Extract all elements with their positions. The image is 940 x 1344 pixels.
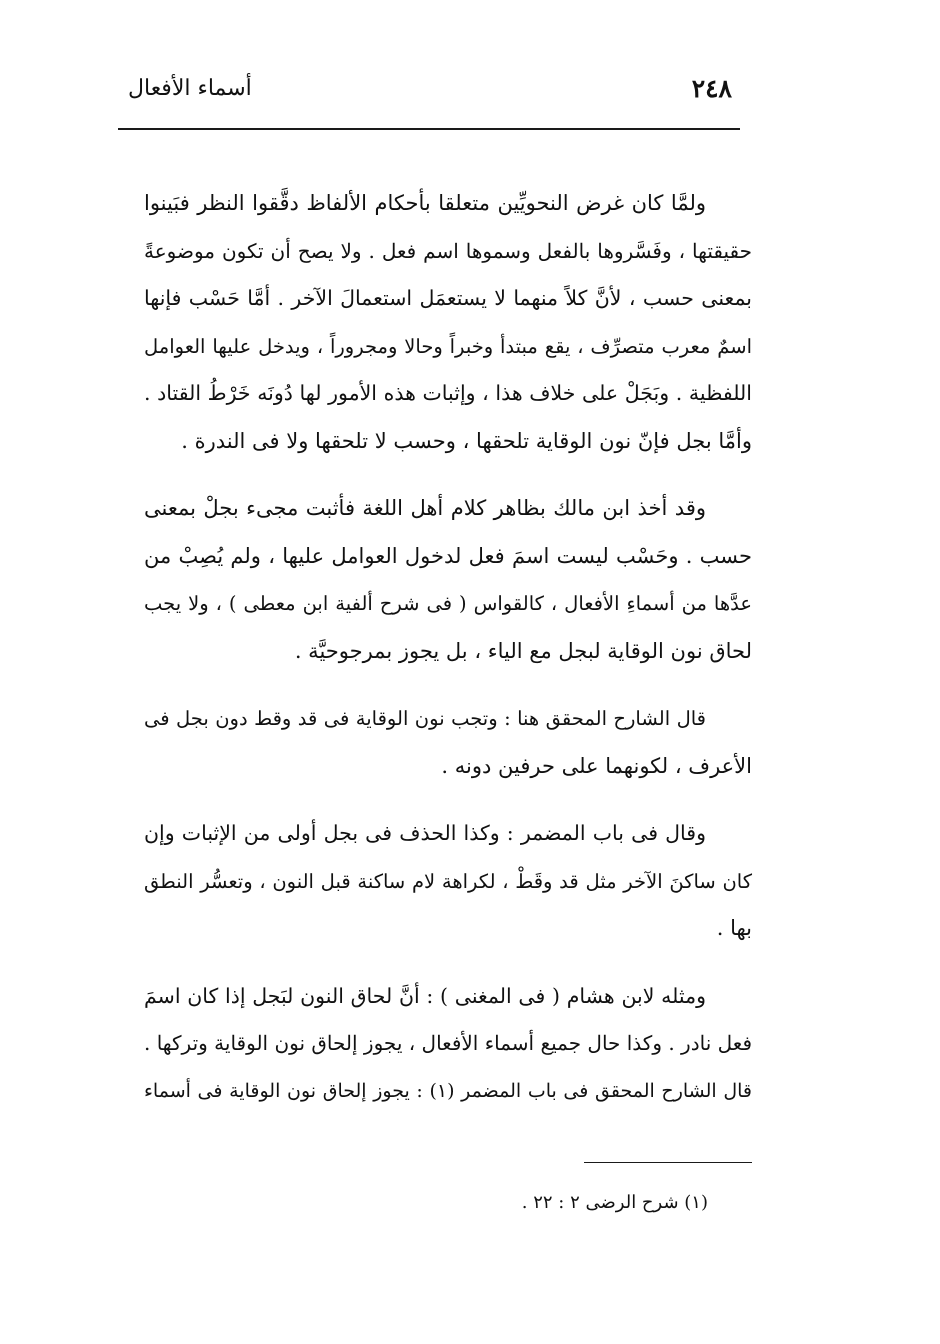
footnote-rule bbox=[584, 1162, 752, 1163]
text-line: فعل نادر . وكذا حال جميع أسماء الأفعال ، يجوز إلحاق نون الوقاية وتركها . bbox=[144, 1031, 752, 1055]
text-line: لحاق نون الوقاية لبجل مع الياء ، بل يجوز بمرجوحيَّة . bbox=[294, 638, 752, 663]
text-line: ومثله لابن هشام ( فى المغنى ) : أنَّ لحاق النون لبَجل إذا كان اسمَ bbox=[144, 983, 706, 1008]
text-line: الأعرف ، لكونهما على حرفين دونه . bbox=[441, 753, 752, 778]
text-line: بها . bbox=[716, 916, 752, 940]
text-line: قال الشارح المحقق فى باب المضمر (١) : يجوز إلحاق نون الوقاية فى أسماء bbox=[144, 1079, 752, 1102]
paragraph bbox=[144, 810, 752, 953]
text-line: حقيقتها ، وفَسَّروها بالفعل وسموها اسم فعل . ولا يصح أن تكون موضوعةً bbox=[144, 238, 752, 263]
text-line: اللفظية . وبَجَلْ على خلاف هذا ، وإثبات هذه الأمور لها دُونَه خَرْطُ القتاد . bbox=[144, 381, 752, 405]
text-line: وقد أخذ ابن مالك بظاهر كلام أهل اللغة فأثبت مجىء بجلْ بمعنى bbox=[144, 496, 706, 520]
text-line: حسب . وحَسْب ليست اسمَ فعل لدخول العوامل عليها ، ولم يُصِبْ من bbox=[144, 543, 752, 568]
text-line: كان ساكنَ الآخر مثل قد وقَطْ ، لكراهة لام ساكنة قبل النون ، وتعسُّر النطق bbox=[144, 869, 752, 893]
header-rule bbox=[118, 128, 740, 130]
text-line: وأمَّا بجل فإنّ نون الوقاية تلحقها ، وحسب لا تلحقها ولا فى الندرة . bbox=[181, 428, 752, 453]
footnote: (١) شرح الرضى ٢ : ٢٢ . bbox=[521, 1192, 708, 1213]
text-line: عدَّها من أسماءِ الأفعال ، كالقواس ( فى شرح ألفية ابن معطى ) ، ولا يجب bbox=[144, 592, 752, 615]
text-line: ولمَّا كان غرض النحويِّين متعلقا بأحكام الألفاظ دقَّقوا النظر فبَينوا bbox=[144, 191, 706, 215]
running-title: أسماء الأفعال bbox=[128, 76, 252, 101]
page-header bbox=[118, 70, 740, 110]
paragraph bbox=[144, 180, 752, 465]
text-line: اسمٌ معرب متصرِّف ، يقع مبتدأ وخبراً وحالا ومجروراً ، ويدخل عليها العوامل bbox=[144, 334, 752, 358]
paragraph bbox=[144, 973, 752, 1116]
text-line: قال الشارح المحقق هنا : وتجب نون الوقاية فى قد وقط دون بجل فى bbox=[144, 707, 706, 730]
text-line: بمعنى حسب ، لأنَّ كلاً منهما لا يستعمَل استعمالَ الآخر . أمَّا حَسْب فإنها bbox=[144, 286, 752, 310]
main-text bbox=[144, 180, 752, 1135]
paragraph bbox=[144, 485, 752, 675]
text-line: وقال فى باب المضمر : وكذا الحذف فى بجل أولى من الإثبات وإن bbox=[144, 821, 706, 845]
paragraph bbox=[144, 695, 752, 790]
page-number: ٢٤٨ bbox=[691, 74, 732, 103]
